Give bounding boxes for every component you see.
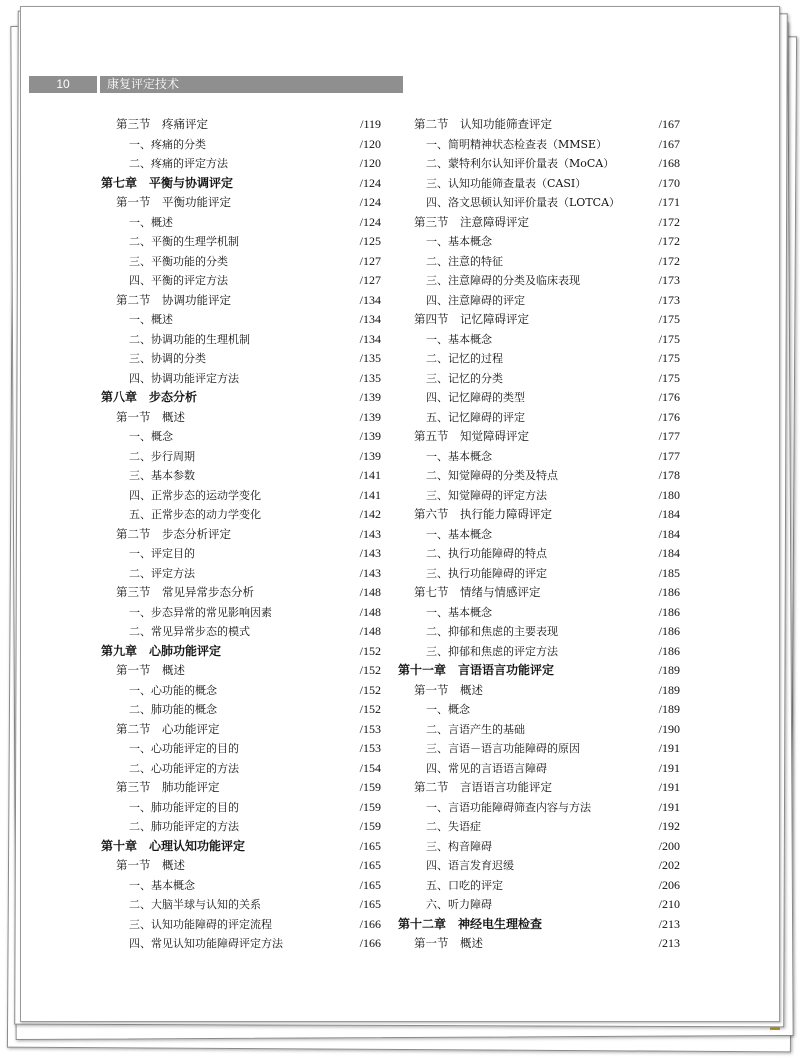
toc-item-entry bbox=[101, 817, 381, 837]
toc-entry-title: 一、心功能评定的目的 bbox=[129, 742, 239, 755]
toc-item-entry bbox=[101, 739, 381, 759]
toc-entry-page: /139 bbox=[359, 448, 381, 463]
toc-entry-title: 一、概述 bbox=[129, 313, 173, 326]
toc-entry-page: /191 bbox=[658, 760, 680, 775]
toc-item-entry bbox=[101, 447, 381, 467]
toc-entry-page: /172 bbox=[658, 234, 680, 248]
toc-entry-page: /153 bbox=[359, 721, 381, 736]
toc-entry-page: /186 bbox=[658, 643, 680, 658]
toc-item-entry bbox=[398, 739, 680, 759]
toc-chapter-entry bbox=[101, 642, 381, 662]
toc-entry-page: /154 bbox=[359, 760, 381, 775]
toc-entry-title: 四、洛文思顿认知评价量表（LOTCA） bbox=[426, 196, 621, 209]
toc-entry-page: /184 bbox=[658, 507, 680, 521]
toc-item-entry bbox=[398, 486, 680, 506]
toc-item-entry bbox=[398, 817, 680, 837]
toc-entry-title: 第三节 肺功能评定 bbox=[116, 780, 220, 794]
toc-entry-title: 一、肺功能评定的目的 bbox=[129, 800, 239, 814]
toc-section-entry bbox=[101, 408, 381, 428]
toc-entry-page: /159 bbox=[359, 780, 381, 794]
toc-entry-title: 六、听力障碍 bbox=[426, 898, 492, 911]
toc-entry-page: /119 bbox=[360, 117, 381, 131]
toc-item-entry bbox=[398, 447, 680, 467]
toc-entry-title: 一、概念 bbox=[129, 430, 173, 443]
toc-entry-page: /176 bbox=[658, 409, 680, 424]
toc-chapter-entry bbox=[101, 174, 381, 194]
toc-entry-page: /143 bbox=[359, 565, 381, 580]
book-page bbox=[20, 6, 780, 1022]
toc-entry-page: /184 bbox=[658, 546, 680, 560]
toc-item-entry bbox=[398, 466, 680, 486]
toc-entry-title: 二、记忆的过程 bbox=[426, 352, 503, 365]
toc-entry-title: 一、评定目的 bbox=[129, 547, 195, 560]
toc-entry-page: /200 bbox=[658, 838, 680, 853]
toc-section-entry bbox=[398, 583, 680, 603]
toc-entry-title: 二、失语症 bbox=[426, 820, 481, 833]
toc-entry-page: /213 bbox=[658, 916, 680, 931]
toc-item-entry bbox=[398, 525, 680, 545]
toc-item-entry bbox=[101, 564, 381, 584]
toc-section-entry bbox=[398, 934, 680, 954]
toc-entry-title: 第十章 心理认知功能评定 bbox=[101, 838, 246, 853]
toc-entry-title: 三、知觉障碍的评定方法 bbox=[426, 488, 547, 502]
toc-entry-page: /177 bbox=[658, 448, 680, 463]
toc-item-entry bbox=[101, 154, 381, 174]
toc-item-entry bbox=[101, 369, 381, 389]
toc-item-entry bbox=[398, 135, 680, 155]
toc-chapter-entry bbox=[101, 837, 381, 857]
toc-entry-page: /134 bbox=[359, 312, 381, 326]
toc-entry-title: 四、平衡的评定方法 bbox=[129, 274, 228, 287]
toc-entry-page: /152 bbox=[359, 702, 381, 716]
toc-section-entry bbox=[398, 310, 680, 330]
toc-entry-page: /184 bbox=[658, 526, 680, 541]
toc-entry-page: /191 bbox=[658, 741, 680, 755]
toc-entry-page: /159 bbox=[359, 819, 381, 833]
toc-item-entry bbox=[398, 642, 680, 662]
toc-entry-title: 第一节 概述 bbox=[414, 936, 483, 950]
toc-entry-title: 二、言语产生的基础 bbox=[426, 722, 525, 736]
toc-item-entry bbox=[101, 544, 381, 564]
toc-entry-title: 三、抑郁和焦虑的评定方法 bbox=[426, 644, 558, 658]
toc-entry-page: /139 bbox=[359, 429, 381, 443]
toc-entry-page: /190 bbox=[658, 721, 680, 736]
toc-entry-page: /148 bbox=[359, 604, 381, 619]
toc-entry-title: 第四节 记忆障碍评定 bbox=[414, 312, 529, 326]
toc-item-entry bbox=[398, 544, 680, 564]
toc-entry-title: 三、协调的分类 bbox=[129, 352, 206, 365]
toc-entry-title: 五、口吃的评定 bbox=[426, 878, 503, 892]
toc-entry-title: 第五节 知觉障碍评定 bbox=[414, 429, 529, 443]
book-title: 康复评定技术 bbox=[107, 77, 180, 91]
toc-entry-title: 一、基本概念 bbox=[129, 878, 195, 892]
toc-entry-title: 四、协调功能评定方法 bbox=[129, 371, 239, 385]
toc-item-entry bbox=[398, 603, 680, 623]
toc-entry-page: /166 bbox=[359, 936, 381, 950]
toc-entry-title: 二、知觉障碍的分类及特点 bbox=[426, 469, 558, 482]
toc-entry-page: /143 bbox=[359, 546, 381, 560]
toc-entry-page: /124 bbox=[359, 175, 381, 190]
toc-entry-page: /153 bbox=[359, 741, 381, 755]
toc-entry-page: /141 bbox=[359, 468, 381, 482]
toc-item-entry bbox=[398, 856, 680, 876]
toc-entry-title: 第九章 心肺功能评定 bbox=[101, 643, 222, 658]
toc-item-entry bbox=[398, 798, 680, 818]
toc-item-entry bbox=[398, 369, 680, 389]
toc-entry-title: 四、注意障碍的评定 bbox=[426, 293, 525, 307]
toc-entry-title: 第二节 步态分析评定 bbox=[116, 526, 231, 541]
toc-item-entry bbox=[101, 271, 381, 291]
toc-entry-page: /178 bbox=[658, 468, 680, 482]
toc-item-entry bbox=[101, 622, 381, 642]
toc-entry-page: /159 bbox=[359, 799, 381, 814]
toc-entry-title: 第七章 平衡与协调评定 bbox=[101, 175, 234, 190]
toc-item-entry bbox=[101, 349, 381, 369]
toc-entry-title: 一、基本概念 bbox=[426, 332, 492, 346]
toc-entry-page: /175 bbox=[658, 370, 680, 385]
toc-entry-page: /166 bbox=[359, 916, 381, 931]
toc-entry-title: 一、心功能的概念 bbox=[129, 683, 217, 697]
toc-section-entry bbox=[101, 856, 381, 876]
toc-item-entry bbox=[101, 895, 381, 915]
toc-item-entry bbox=[101, 759, 381, 779]
toc-item-entry bbox=[398, 837, 680, 857]
toc-entry-title: 二、平衡的生理学机制 bbox=[129, 235, 239, 248]
toc-entry-title: 一、疼痛的分类 bbox=[129, 137, 206, 151]
toc-entry-title: 二、疼痛的评定方法 bbox=[129, 157, 228, 170]
toc-entry-page: /127 bbox=[359, 273, 381, 287]
toc-entry-title: 二、心功能评定的方法 bbox=[129, 761, 239, 775]
toc-item-entry bbox=[101, 505, 381, 525]
toc-entry-page: /202 bbox=[658, 858, 680, 872]
header-divider bbox=[97, 76, 100, 93]
running-header bbox=[29, 76, 403, 93]
toc-entry-page: /170 bbox=[658, 175, 680, 190]
toc-entry-title: 一、言语功能障碍筛查内容与方法 bbox=[426, 800, 591, 814]
toc-entry-page: /127 bbox=[359, 253, 381, 268]
toc-entry-title: 五、记忆障碍的评定 bbox=[426, 410, 525, 424]
toc-entry-page: /173 bbox=[658, 292, 680, 307]
toc-item-entry bbox=[101, 700, 381, 720]
toc-item-entry bbox=[398, 622, 680, 642]
toc-entry-title: 三、记忆的分类 bbox=[426, 371, 503, 385]
toc-entry-title: 三、注意障碍的分类及临床表现 bbox=[426, 274, 580, 287]
toc-entry-page: /171 bbox=[658, 195, 680, 209]
toc-entry-page: /125 bbox=[359, 234, 381, 248]
toc-entry-title: 第十二章 神经电生理检查 bbox=[398, 916, 543, 931]
toc-entry-title: 三、言语－语言功能障碍的原因 bbox=[426, 742, 580, 755]
toc-entry-title: 二、肺功能评定的方法 bbox=[129, 820, 239, 833]
toc-entry-page: /189 bbox=[658, 702, 680, 716]
toc-entry-page: /186 bbox=[658, 624, 680, 638]
toc-chapter-entry bbox=[398, 661, 680, 681]
toc-entry-page: /206 bbox=[658, 877, 680, 892]
toc-entry-title: 五、正常步态的动力学变化 bbox=[129, 508, 261, 521]
toc-entry-title: 二、评定方法 bbox=[129, 566, 195, 580]
toc-entry-page: /134 bbox=[359, 292, 381, 307]
toc-item-entry bbox=[101, 486, 381, 506]
toc-entry-page: /142 bbox=[359, 507, 381, 521]
toc-entry-page: /124 bbox=[359, 195, 381, 209]
toc-entry-page: /135 bbox=[359, 351, 381, 365]
toc-entry-page: /191 bbox=[658, 780, 680, 794]
toc-entry-page: /173 bbox=[658, 273, 680, 287]
toc-entry-title: 三、执行功能障碍的评定 bbox=[426, 566, 547, 580]
toc-entry-title: 四、常见的言语语言障碍 bbox=[426, 761, 547, 775]
toc-section-entry bbox=[101, 525, 381, 545]
toc-entry-title: 第二节 协调功能评定 bbox=[116, 292, 231, 307]
toc-entry-page: /152 bbox=[359, 682, 381, 697]
toc-entry-title: 第三节 注意障碍评定 bbox=[414, 214, 529, 229]
toc-item-entry bbox=[398, 349, 680, 369]
toc-section-entry bbox=[101, 720, 381, 740]
toc-item-entry bbox=[101, 876, 381, 896]
toc-item-entry bbox=[398, 720, 680, 740]
toc-entry-title: 四、正常步态的运动学变化 bbox=[129, 488, 261, 502]
toc-chapter-entry bbox=[398, 915, 680, 935]
toc-entry-title: 三、平衡功能的分类 bbox=[129, 254, 228, 268]
toc-item-entry bbox=[398, 895, 680, 915]
toc-entry-title: 一、概念 bbox=[426, 703, 470, 716]
toc-entry-page: /152 bbox=[359, 643, 381, 658]
toc-item-entry bbox=[101, 934, 381, 954]
toc-entry-title: 第一节 概述 bbox=[414, 682, 483, 697]
toc-entry-page: /139 bbox=[359, 409, 381, 424]
toc-item-entry bbox=[398, 388, 680, 408]
toc-item-entry bbox=[398, 700, 680, 720]
toc-entry-page: /167 bbox=[658, 136, 680, 151]
toc-entry-page: /165 bbox=[359, 838, 381, 853]
toc-entry-page: /210 bbox=[658, 897, 680, 911]
toc-entry-page: /189 bbox=[658, 682, 680, 697]
toc-item-entry bbox=[398, 291, 680, 311]
toc-entry-page: /165 bbox=[359, 877, 381, 892]
toc-entry-title: 二、常见异常步态的模式 bbox=[129, 625, 250, 638]
toc-item-entry bbox=[101, 681, 381, 701]
toc-item-entry bbox=[101, 310, 381, 330]
toc-entry-title: 一、基本概念 bbox=[426, 235, 492, 248]
toc-section-entry bbox=[398, 213, 680, 233]
toc-item-entry bbox=[101, 798, 381, 818]
toc-column-left bbox=[101, 115, 381, 954]
toc-entry-page: /143 bbox=[359, 526, 381, 541]
toc-entry-page: /186 bbox=[658, 585, 680, 599]
toc-section-entry bbox=[398, 427, 680, 447]
toc-entry-page: /192 bbox=[658, 819, 680, 833]
toc-entry-title: 第二节 言语语言功能评定 bbox=[414, 780, 552, 794]
toc-entry-title: 二、大脑半球与认知的关系 bbox=[129, 898, 261, 911]
toc-entry-page: /213 bbox=[658, 936, 680, 950]
toc-item-entry bbox=[398, 330, 680, 350]
toc-entry-title: 一、基本概念 bbox=[426, 527, 492, 541]
toc-entry-title: 第八章 步态分析 bbox=[101, 390, 198, 404]
toc-entry-title: 三、认知功能筛查量表（CASI） bbox=[426, 176, 587, 190]
toc-entry-title: 第二节 认知功能筛查评定 bbox=[414, 117, 552, 131]
toc-entry-page: /172 bbox=[658, 253, 680, 268]
toc-entry-title: 三、基本参数 bbox=[129, 469, 195, 482]
toc-entry-title: 第二节 心功能评定 bbox=[116, 721, 220, 736]
toc-section-entry bbox=[101, 583, 381, 603]
toc-entry-title: 四、语言发育迟缓 bbox=[426, 859, 514, 872]
toc-entry-title: 二、肺功能的概念 bbox=[129, 703, 217, 716]
toc-entry-title: 一、基本概念 bbox=[426, 449, 492, 463]
toc-entry-title: 第十一章 言语语言功能评定 bbox=[398, 663, 555, 677]
toc-item-entry bbox=[398, 408, 680, 428]
toc-item-entry bbox=[101, 466, 381, 486]
toc-item-entry bbox=[101, 330, 381, 350]
toc-entry-title: 第三节 常见异常步态分析 bbox=[116, 585, 254, 599]
toc-entry-title: 二、执行功能障碍的特点 bbox=[426, 547, 547, 560]
toc-entry-page: /124 bbox=[359, 214, 381, 229]
toc-section-entry bbox=[101, 778, 381, 798]
toc-entry-page: /168 bbox=[658, 156, 680, 170]
toc-item-entry bbox=[398, 564, 680, 584]
toc-entry-title: 二、蒙特利尔认知评价量表（MoCA） bbox=[426, 157, 615, 170]
toc-item-entry bbox=[101, 427, 381, 447]
toc-item-entry bbox=[101, 603, 381, 623]
toc-item-entry bbox=[101, 213, 381, 233]
toc-item-entry bbox=[101, 252, 381, 272]
toc-item-entry bbox=[101, 232, 381, 252]
toc-section-entry bbox=[101, 661, 381, 681]
toc-entry-page: /191 bbox=[658, 799, 680, 814]
toc-entry-page: /139 bbox=[359, 390, 381, 404]
toc-entry-page: /185 bbox=[658, 565, 680, 580]
toc-entry-page: /175 bbox=[658, 331, 680, 346]
toc-entry-title: 三、认知功能障碍的评定流程 bbox=[129, 917, 272, 931]
toc-entry-title: 三、构音障碍 bbox=[426, 839, 492, 853]
toc-item-entry bbox=[398, 759, 680, 779]
toc-section-entry bbox=[101, 115, 381, 135]
toc-entry-page: /148 bbox=[359, 624, 381, 638]
toc-entry-title: 第一节 平衡功能评定 bbox=[116, 195, 231, 209]
toc-entry-title: 二、抑郁和焦虑的主要表现 bbox=[426, 625, 558, 638]
toc-item-entry bbox=[398, 876, 680, 896]
toc-item-entry bbox=[101, 135, 381, 155]
toc-item-entry bbox=[398, 193, 680, 213]
toc-item-entry bbox=[398, 154, 680, 174]
toc-section-entry bbox=[398, 681, 680, 701]
toc-entry-title: 二、协调功能的生理机制 bbox=[129, 332, 250, 346]
toc-entry-page: /177 bbox=[658, 429, 680, 443]
toc-chapter-entry bbox=[101, 388, 381, 408]
toc-entry-title: 一、步态异常的常见影响因素 bbox=[129, 605, 272, 619]
toc-section-entry bbox=[398, 115, 680, 135]
toc-entry-page: /135 bbox=[359, 370, 381, 385]
toc-entry-title: 二、注意的特征 bbox=[426, 254, 503, 268]
toc-entry-title: 四、记忆障碍的类型 bbox=[426, 391, 525, 404]
toc-section-entry bbox=[398, 778, 680, 798]
toc-entry-page: /172 bbox=[658, 214, 680, 229]
toc-entry-page: /120 bbox=[359, 156, 381, 170]
toc-entry-page: /152 bbox=[359, 663, 381, 677]
toc-entry-page: /189 bbox=[658, 663, 680, 677]
toc-entry-page: /141 bbox=[359, 487, 381, 502]
toc-entry-page: /165 bbox=[359, 858, 381, 872]
toc-item-entry bbox=[101, 915, 381, 935]
toc-entry-title: 一、简明精神状态检查表（MMSE） bbox=[426, 137, 608, 151]
toc-entry-title: 二、步行周期 bbox=[129, 449, 195, 463]
toc-entry-page: /148 bbox=[359, 585, 381, 599]
toc-entry-title: 第一节 概述 bbox=[116, 409, 185, 424]
toc-entry-page: /180 bbox=[658, 487, 680, 502]
toc-column-right bbox=[398, 115, 680, 954]
toc-item-entry bbox=[398, 252, 680, 272]
toc-entry-title: 第一节 概述 bbox=[116, 858, 185, 872]
toc-section-entry bbox=[101, 193, 381, 213]
toc-entry-page: /120 bbox=[359, 136, 381, 151]
page-number: 10 bbox=[56, 77, 70, 91]
toc-entry-title: 四、常见认知功能障碍评定方法 bbox=[129, 937, 283, 950]
toc-entry-title: 第三节 疼痛评定 bbox=[116, 117, 208, 131]
toc-entry-page: /176 bbox=[658, 390, 680, 404]
toc-entry-title: 一、基本概念 bbox=[426, 605, 492, 619]
toc-entry-title: 第六节 执行能力障碍评定 bbox=[414, 507, 552, 521]
toc-entry-page: /186 bbox=[658, 604, 680, 619]
toc-section-entry bbox=[101, 291, 381, 311]
toc-item-entry bbox=[398, 232, 680, 252]
toc-entry-page: /175 bbox=[658, 312, 680, 326]
toc-section-entry bbox=[398, 505, 680, 525]
toc-item-entry bbox=[398, 174, 680, 194]
toc-entry-page: /175 bbox=[658, 351, 680, 365]
toc-entry-title: 一、概述 bbox=[129, 215, 173, 229]
toc-entry-page: /167 bbox=[658, 117, 680, 131]
toc-entry-title: 第一节 概述 bbox=[116, 663, 185, 677]
toc-entry-title: 第七节 情绪与情感评定 bbox=[414, 585, 541, 599]
toc-item-entry bbox=[398, 271, 680, 291]
toc-entry-page: /165 bbox=[359, 897, 381, 911]
toc-entry-page: /134 bbox=[359, 331, 381, 346]
